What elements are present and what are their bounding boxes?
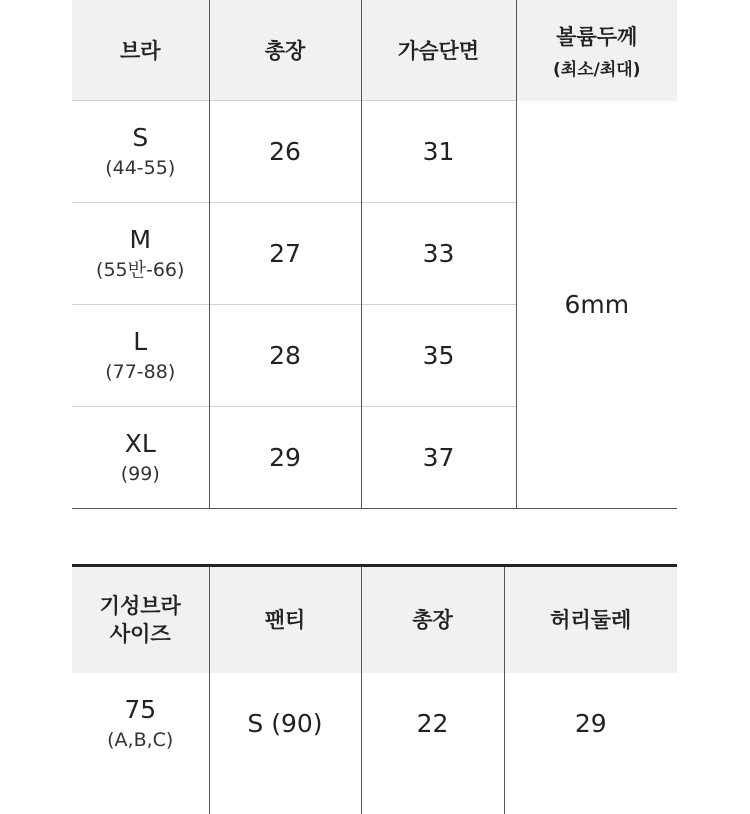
header-volume-label: 볼륨두께 <box>556 24 638 49</box>
table-row <box>72 673 677 814</box>
length-cell: 28 <box>209 305 361 407</box>
size-label: M <box>129 224 152 254</box>
waist-cell: 29 <box>504 673 677 814</box>
table-row <box>72 101 677 203</box>
header-chest: 가슴단면 <box>361 0 516 101</box>
header-bra-size <box>72 566 209 674</box>
length-cell: 29 <box>209 407 361 509</box>
size-range: (44-55) <box>105 156 176 179</box>
chest-cell: 35 <box>361 305 516 407</box>
size-label: S <box>132 122 149 152</box>
length-cell: 27 <box>209 203 361 305</box>
cup-range: (A,B,C) <box>107 729 174 751</box>
size-cell <box>72 407 209 509</box>
header-length: 총장 <box>209 0 361 101</box>
header-bra-size-line1: 기성브라 <box>99 594 181 618</box>
header-waist: 허리둘레 <box>504 566 677 674</box>
header-panty: 팬티 <box>209 566 361 674</box>
bra-size-label: 75 <box>124 695 157 724</box>
size-cell <box>72 203 209 305</box>
header-length: 총장 <box>361 566 504 674</box>
header-volume-sub: (최소/최대) <box>553 59 641 80</box>
size-label: L <box>133 326 148 356</box>
header-bra: 브라 <box>72 0 209 101</box>
panty-cell: S (90) <box>209 673 361 814</box>
header-volume <box>516 0 677 101</box>
table-header-row <box>72 566 677 674</box>
chest-cell: 31 <box>361 101 516 203</box>
size-label: XL <box>124 428 156 458</box>
header-bra-size-line2: 사이즈 <box>109 622 171 646</box>
size-range: (55반-66) <box>96 258 185 281</box>
set-size-table <box>72 564 677 814</box>
length-cell: 22 <box>361 673 504 814</box>
bra-size-table <box>72 0 677 509</box>
size-range: (77-88) <box>105 360 176 383</box>
table-header-row <box>72 0 677 101</box>
chest-cell: 33 <box>361 203 516 305</box>
size-cell <box>72 101 209 203</box>
size-range: (99) <box>120 462 160 485</box>
size-cell <box>72 305 209 407</box>
length-cell: 26 <box>209 101 361 203</box>
chest-cell: 37 <box>361 407 516 509</box>
bra-size-cell <box>72 673 209 814</box>
volume-cell: 6mm <box>516 101 677 509</box>
